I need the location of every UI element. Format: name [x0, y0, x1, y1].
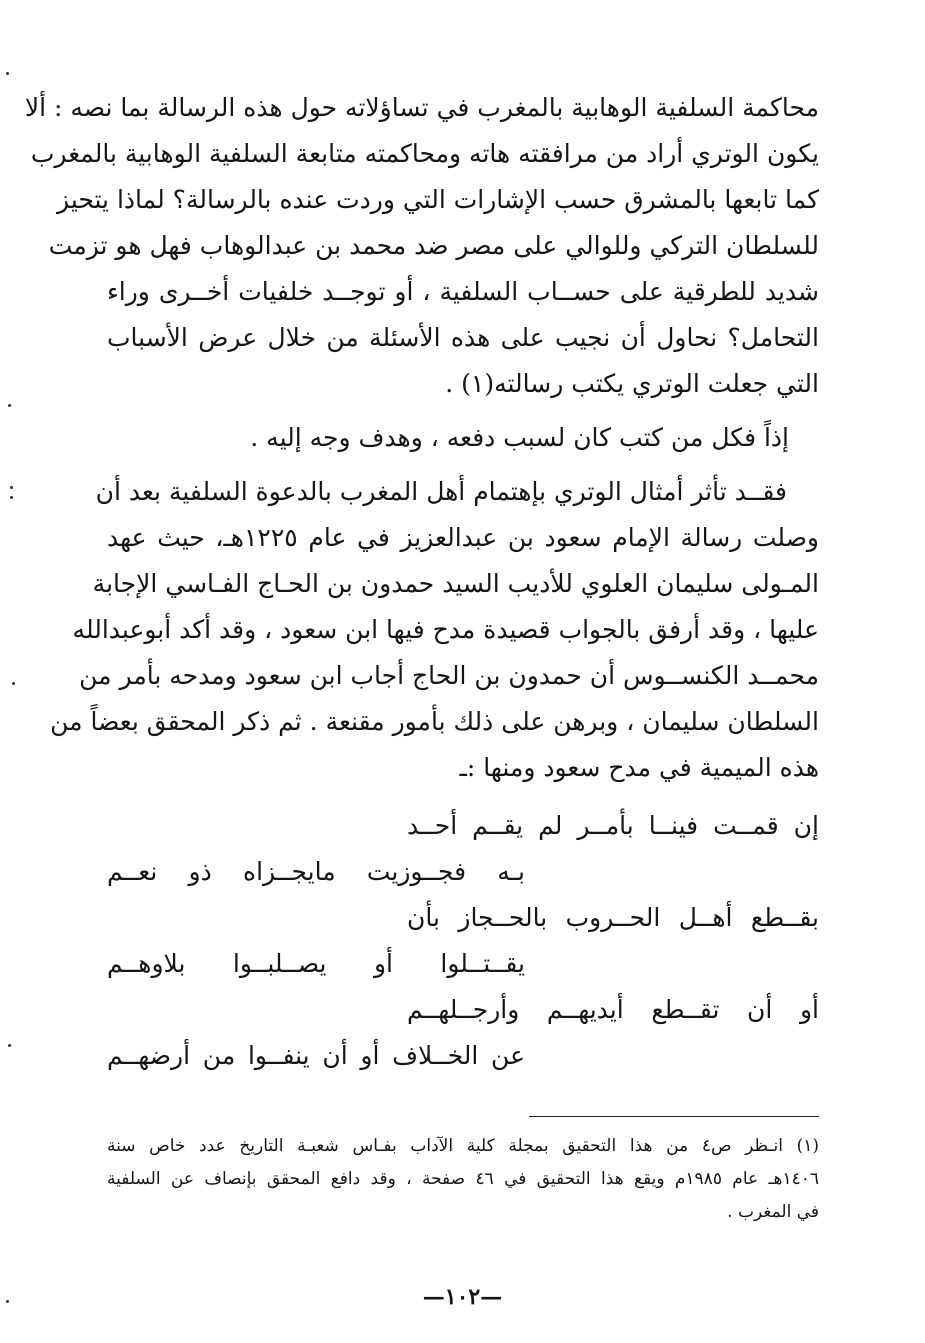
scan-speck: [12, 682, 15, 685]
para3-line-7: هذه الميمية في مدح سعود ومنها :ـ: [459, 753, 819, 782]
footnote-line-3: في المغرب .: [727, 1202, 819, 1222]
para3-line-1: [95, 470, 819, 514]
body-line-2: يكون الوتري أراد من مرافقته هاته ومحاكمته متابعة السلفية الوهابية بالمغرب: [30, 139, 819, 168]
verse-1: إن قمــت فينــا بأمــر لم يقــم أحــد: [407, 811, 819, 840]
footnote-line-2: ١٤٠٦هـ عام ١٩٨٥م ويقع هذا التحقيق في ٤٦ صفحة ، وقد دافع المحقق بإنصاف عن السلفية: [107, 1169, 819, 1189]
scan-speck: [8, 404, 11, 407]
footnote-line-1: (١) انـظر ص٤ من هذا التحقيق بمجلة كلية الآداب بفـاس شعبـة التاريخ عدد خاص سنة: [107, 1136, 819, 1156]
scan-speck: [6, 72, 9, 75]
para3-line-2: وصلت رسالة الإمام سعود بن عبدالعزيز في عام ١٢٢٥هـ، حيث عهد: [107, 523, 819, 552]
body-line-5: شديد للطرقية على حســاب السلفية ، أو توجــد خلفيات أخــرى وراء: [107, 277, 819, 306]
para3-line-3: المـولى سليمان العلوي للأديب السيد حمدون بن الحـاج الفـاسي الإجابة: [92, 569, 819, 598]
verse-6: عن الخــلاف أو أن ينفــوا من أرضهــم: [107, 1041, 525, 1070]
body-line-4: للسلطان التركي وللوالي على مصر ضد محمد بن عبدالوهاب فهل هو تزمت: [48, 231, 819, 260]
body-line-7: التي جعلت الوتري يكتب رسالته(١) .: [445, 369, 819, 398]
para3-line-4: عليها ، وقد أرفق بالجواب قصيدة مدح فيها ابن سعود ، وقد أكد أبوعبدالله: [72, 615, 819, 644]
scan-speck: [6, 1300, 9, 1303]
paragraph-2: إذاً فكل من كتب كان لسبب دفعه ، وهدف وجه إليه .: [250, 423, 789, 452]
para3-line-1-text: فقــد تأثر أمثال الوتري بإهتمام أهل المغرب بالدعوة السلفية بعد أن: [95, 477, 787, 506]
verse-2: بـه فجــوزيت مايجــزاه ذو نعــم: [107, 857, 525, 886]
body-line-3: كما تابعها بالمشرق حسب الإشارات التي وردت عنده بالرسالة؟ لماذا يتحيز: [57, 185, 819, 214]
page-number: —١٠٢—: [422, 1284, 503, 1310]
verse-5: أو أن تقــطع أيديهــم وأرجــلهــم: [407, 995, 819, 1024]
footnote-separator: [529, 1116, 819, 1117]
body-line-1: محاكمة السلفية الوهابية بالمغرب في تساؤلاته حول هذه الرسالة بما نصه : ألا: [24, 93, 819, 122]
verse-4: يقــتــلوا أو يصــلبــوا بلاوهــم: [107, 949, 525, 978]
para3-line-5: محمــد الكنســوس أن حمدون بن الحاج أجاب ابن سعود ومدحه بأمر من: [79, 661, 819, 690]
scan-speck: [8, 1044, 11, 1047]
scan-speck: [10, 496, 13, 499]
scan-speck: [10, 486, 13, 489]
body-line-6: التحامل؟ نحاول أن نجيب على هذه الأسئلة من خلال عرض الأسباب: [107, 323, 819, 352]
verse-3: بقــطع أهــل الحــروب بالحــجاز بأن: [407, 903, 819, 932]
para3-line-6: السلطان سليمان ، وبرهن على ذلك بأمور مقنعة . ثم ذكر المحقق بعضاً من: [50, 707, 819, 736]
